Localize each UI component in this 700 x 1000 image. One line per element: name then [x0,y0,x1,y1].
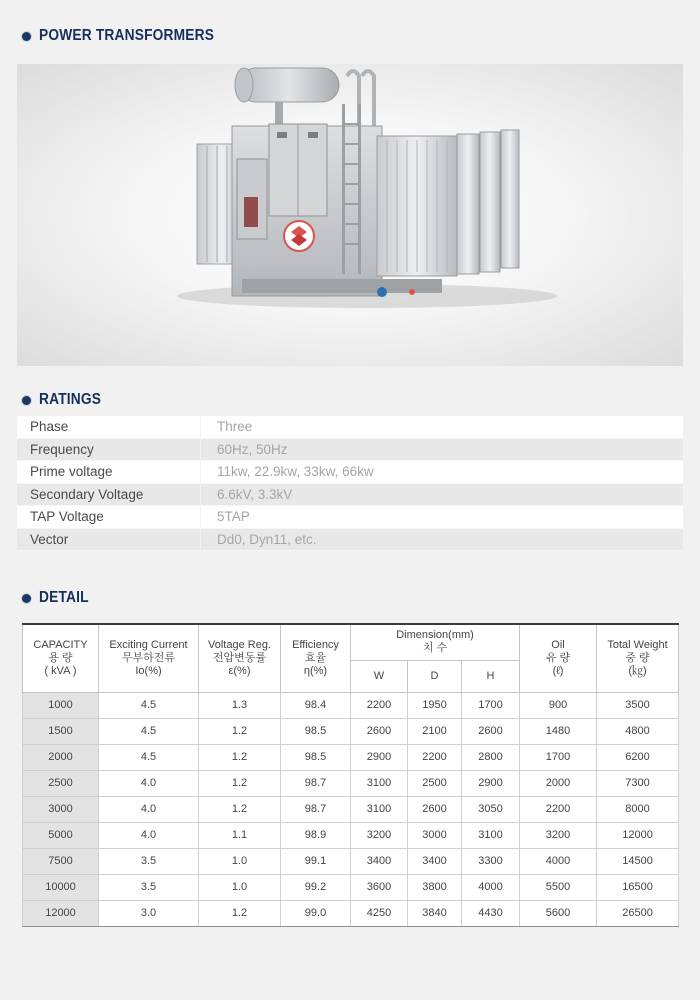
ratings-table [17,416,683,551]
table-cell: 26500 [597,900,679,926]
header-total-weight: Total Weight 중 량 (㎏) [597,624,679,692]
table-cell: 1700 [520,744,597,770]
ratings-row [17,439,683,462]
table-cell: 3000 [23,796,99,822]
table-cell: 1.0 [199,874,281,900]
table-cell: 2000 [520,770,597,796]
table-cell: 4000 [462,874,520,900]
table-row [23,692,679,718]
table-cell: 900 [520,692,597,718]
table-cell: 16500 [597,874,679,900]
table-cell: 98.7 [281,796,351,822]
table-cell: 1.2 [199,900,281,926]
header-voltage-reg: Voltage Reg. 전압변동률 ε(%) [199,624,281,692]
table-cell: 3000 [408,822,462,848]
rating-value: Dd0, Dyn11, etc. [200,529,683,551]
ratings-row [17,484,683,507]
product-photo [17,64,683,366]
header-capacity: CAPACITY 용 량 ( kVA ) [23,624,99,692]
table-cell: 2200 [408,744,462,770]
header-dimension: Dimension(mm) 치 수 [351,624,520,660]
table-cell: 1.3 [199,692,281,718]
table-cell: 2200 [520,796,597,822]
table-cell: 3800 [408,874,462,900]
table-cell: 98.4 [281,692,351,718]
header-oil: Oil 유 량 (ℓ) [520,624,597,692]
table-cell: 98.5 [281,718,351,744]
table-cell: 4.0 [99,796,199,822]
ratings-row [17,461,683,484]
table-row [23,848,679,874]
power-transformer-photo-icon [17,64,683,366]
table-cell: 1950 [408,692,462,718]
rating-value: 11kw, 22.9kw, 33kw, 66kw [200,461,683,483]
rating-label: Vector [30,531,69,547]
table-cell: 7500 [23,848,99,874]
table-cell: 3840 [408,900,462,926]
header-dimension-h: H [462,660,520,692]
table-cell: 2800 [462,744,520,770]
table-cell: 3100 [351,770,408,796]
table-cell: 4.5 [99,718,199,744]
ratings-row [17,416,683,439]
table-row [23,874,679,900]
ratings-row [17,506,683,529]
table-cell: 14500 [597,848,679,874]
table-cell: 3100 [351,796,408,822]
table-cell: 8000 [597,796,679,822]
table-cell: 3.0 [99,900,199,926]
rating-value: Three [200,416,683,438]
rating-label: Secondary Voltage [30,486,144,502]
table-cell: 3400 [351,848,408,874]
table-cell: 1700 [462,692,520,718]
table-row [23,796,679,822]
table-cell: 3100 [462,822,520,848]
table-row [23,822,679,848]
header-dimension-w: W [351,660,408,692]
table-cell: 2600 [462,718,520,744]
section-title-power-transformers: POWER TRANSFORMERS [22,26,243,46]
table-cell: 4430 [462,900,520,926]
table-row [23,744,679,770]
rating-value: 6.6kV, 3.3kV [200,484,683,506]
table-cell: 4000 [520,848,597,874]
table-row [23,718,679,744]
table-cell: 98.9 [281,822,351,848]
section-title-ratings: RATINGS [22,390,111,410]
table-cell: 1.2 [199,796,281,822]
header-exciting-current: Exciting Current 무부하전류 Io(%) [99,624,199,692]
table-cell: 2200 [351,692,408,718]
table-cell: 98.7 [281,770,351,796]
rating-value: 60Hz, 50Hz [200,439,683,461]
table-row [23,770,679,796]
table-cell: 99.2 [281,874,351,900]
rating-label: TAP Voltage [30,509,104,525]
table-cell: 6200 [597,744,679,770]
table-cell: 2000 [23,744,99,770]
rating-value: 5TAP [200,506,683,528]
table-cell: 2500 [23,770,99,796]
table-cell: 4250 [351,900,408,926]
table-cell: 2600 [351,718,408,744]
table-cell: 3200 [520,822,597,848]
table-cell: 1.2 [199,770,281,796]
table-row [23,900,679,926]
table-cell: 1.1 [199,822,281,848]
table-cell: 4.5 [99,744,199,770]
table-cell: 2500 [408,770,462,796]
table-cell: 1480 [520,718,597,744]
table-cell: 1500 [23,718,99,744]
bullet-icon [22,396,31,405]
table-cell: 2600 [408,796,462,822]
rating-label: Phase [30,419,69,435]
table-cell: 5500 [520,874,597,900]
table-cell: 99.0 [281,900,351,926]
table-cell: 3200 [351,822,408,848]
table-cell: 12000 [23,900,99,926]
rating-label: Prime voltage [30,464,113,480]
table-cell: 1.2 [199,744,281,770]
table-cell: 3300 [462,848,520,874]
bullet-icon [22,32,31,41]
ratings-row [17,529,683,552]
table-cell: 4800 [597,718,679,744]
table-cell: 98.5 [281,744,351,770]
table-cell: 1.2 [199,718,281,744]
section-title-detail: DETAIL [22,588,97,608]
bullet-icon [22,594,31,603]
table-cell: 5000 [23,822,99,848]
table-cell: 2900 [462,770,520,796]
table-cell: 4.5 [99,692,199,718]
table-cell: 5600 [520,900,597,926]
table-cell: 2900 [351,744,408,770]
table-cell: 1000 [23,692,99,718]
detail-table [22,623,679,927]
table-cell: 7300 [597,770,679,796]
table-cell: 3.5 [99,874,199,900]
table-cell: 4.0 [99,770,199,796]
rating-label: Frequency [30,441,94,457]
table-cell: 1.0 [199,848,281,874]
header-efficiency: Efficiency 효율 η(%) [281,624,351,692]
table-cell: 2100 [408,718,462,744]
table-cell: 12000 [597,822,679,848]
table-cell: 3500 [597,692,679,718]
table-cell: 3400 [408,848,462,874]
table-cell: 99.1 [281,848,351,874]
table-cell: 10000 [23,874,99,900]
header-dimension-d: D [408,660,462,692]
table-cell: 3.5 [99,848,199,874]
table-cell: 4.0 [99,822,199,848]
table-cell: 3050 [462,796,520,822]
table-cell: 3600 [351,874,408,900]
